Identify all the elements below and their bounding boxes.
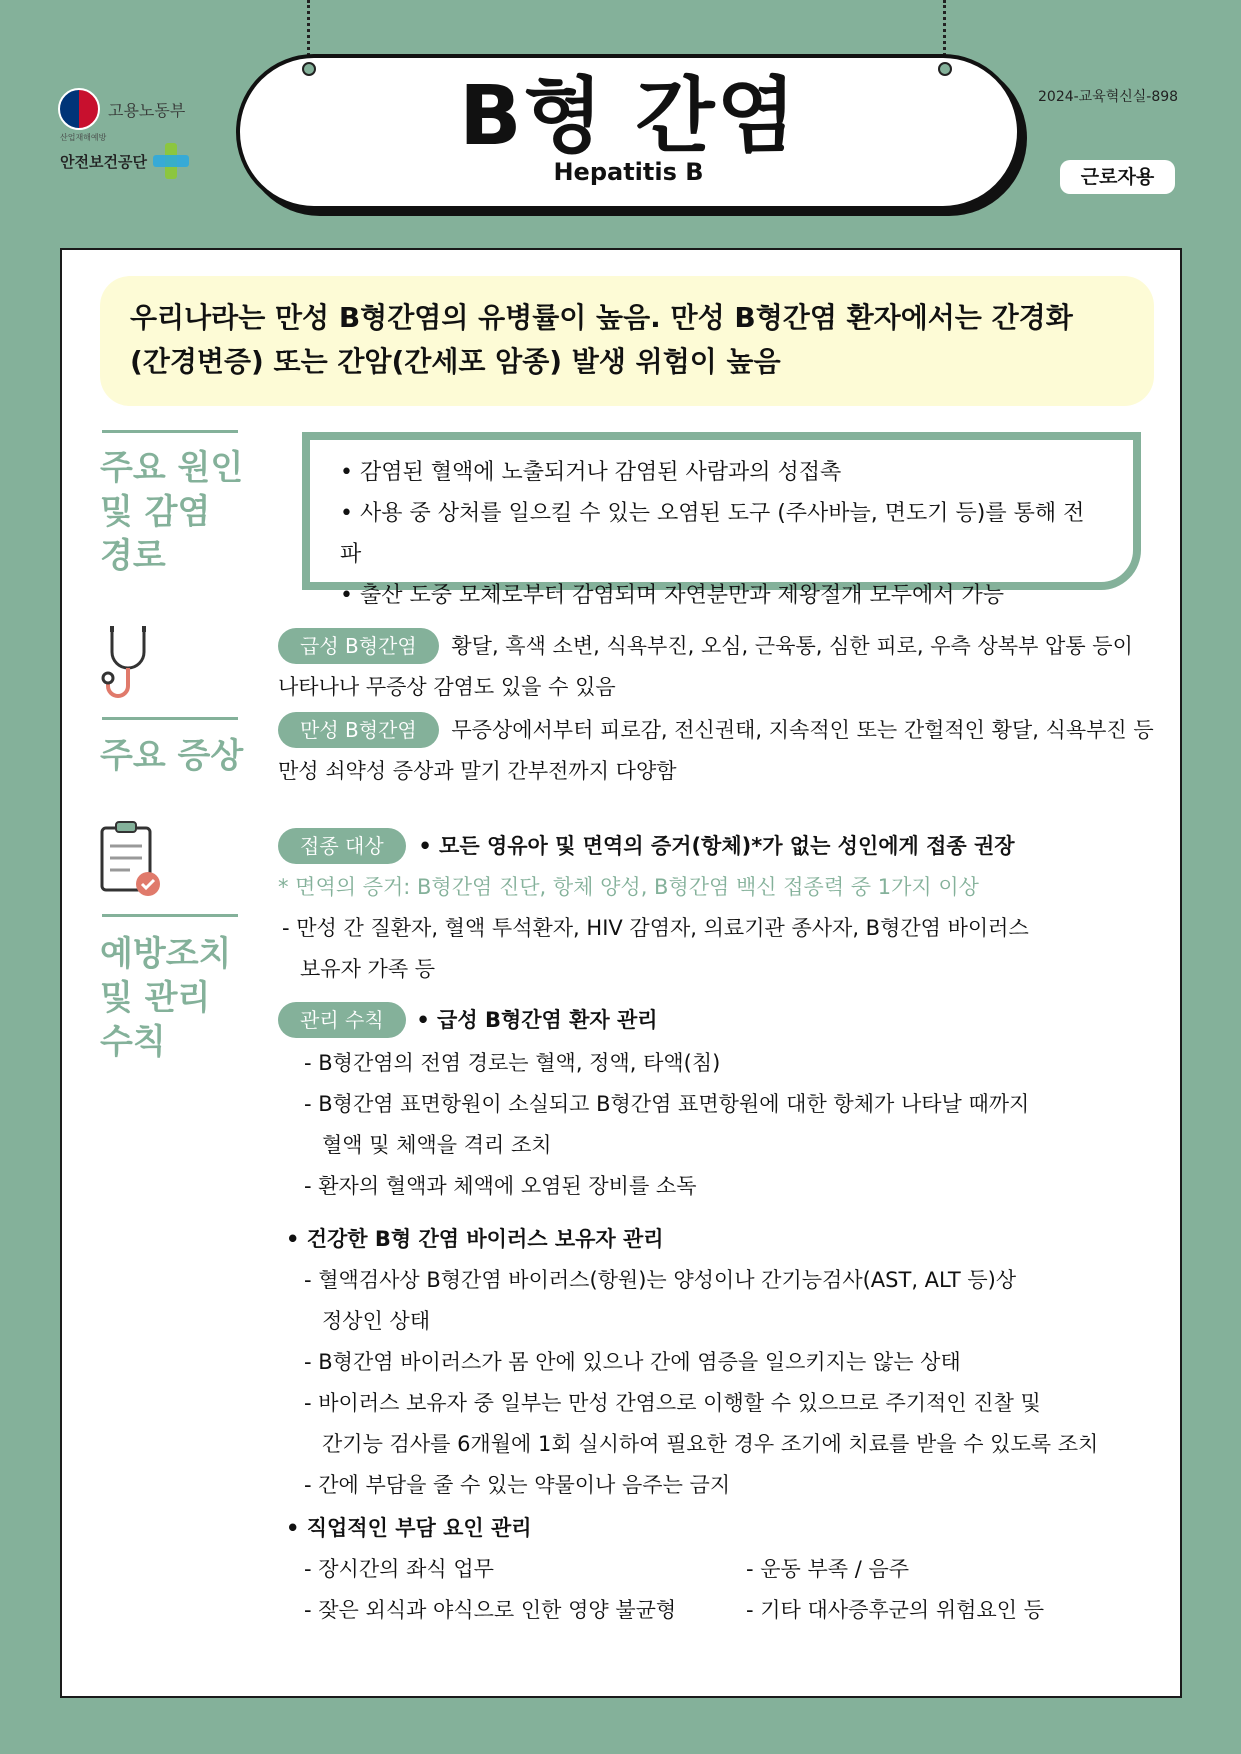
agency-logo — [60, 132, 189, 179]
management-tag: 관리 수칙 — [278, 1002, 406, 1038]
chronic-symptoms — [278, 710, 1178, 792]
intro-line-1: 우리나라는 만성 B형간염의 유병률이 높음. 만성 B형간염 환자에서는 간경화 — [130, 301, 1073, 334]
prevention-title: 예방조치 및 관리 수칙 — [100, 934, 232, 1062]
intro-line-2: (간경변증) 또는 간암(간세포 암종) 발생 위험이 높음 — [130, 345, 781, 378]
page-subtitle: Hepatitis B — [553, 158, 704, 186]
symptoms-title: 주요 증상 — [100, 736, 244, 776]
audience-badge: 근로자용 — [1060, 160, 1175, 194]
taegeuk-emblem-icon — [58, 88, 100, 130]
ministry-logo — [58, 88, 185, 130]
list-item: - 혈액검사상 B형간염 바이러스(항원)는 양성이나 간기능검사(AST, ALT 등)상 — [304, 1268, 1017, 1292]
causes-rule — [102, 430, 238, 433]
chronic-tag: 만성 B형간염 — [278, 712, 439, 748]
acute-tag: 급성 B형간염 — [278, 628, 439, 664]
vaccine-main: • 모든 영유아 및 면역의 증거(항체)*가 없는 성인에게 접종 권장 — [418, 834, 1015, 858]
acute-mgmt-list — [304, 1043, 1168, 1207]
peg-overlay-left — [302, 62, 316, 76]
chronic-line-2: 만성 쇠약성 증상과 말기 간부전까지 다양함 — [278, 759, 677, 783]
acute-mgmt-heading: • 급성 B형간염 환자 관리 — [416, 1008, 658, 1032]
clipboard-check-icon — [98, 820, 168, 900]
list-item: - 간에 부담을 줄 수 있는 약물이나 음주는 금지 — [304, 1473, 731, 1497]
list-item: 혈액 및 체액을 격리 조치 — [322, 1133, 552, 1157]
intro-summary — [100, 276, 1154, 406]
peg-overlay-right — [938, 62, 952, 76]
page-title: B형 간염 — [459, 69, 798, 164]
causes-title: 주요 원인 및 감염 경로 — [100, 448, 244, 576]
vaccine-extra-2: 보유자 가족 등 — [300, 957, 436, 981]
ministry-name: 고용노동부 — [108, 100, 186, 120]
vaccine-note: * 면역의 증거: B형간염 진단, 항체 양성, B형간염 백신 접종력 중 1가지 이상 — [278, 875, 979, 899]
chronic-line-1: 무증상에서부터 피로감, 전신권태, 지속적인 또는 간헐적인 황달, 식욕부진 등 — [451, 718, 1154, 742]
acute-line-2: 나타나나 무증상 감염도 있을 수 있음 — [278, 675, 616, 699]
list-item: 간기능 검사를 6개월에 1회 실시하여 필요한 경우 조기에 치료를 받을 수 있도록 조치 — [322, 1432, 1099, 1456]
cause-item: • 출산 도중 모체로부터 감염되며 자연분만과 제왕절개 모두에서 가능 — [340, 583, 1004, 608]
list-item: 정상인 상태 — [322, 1309, 431, 1333]
agency-small-text: 산업재해예방 — [60, 133, 107, 142]
cause-item: • 사용 중 상처를 일으킬 수 있는 오염된 도구 (주사바늘, 면도기 등)를 통해 전파 — [340, 501, 1085, 567]
agency-name: 안전보건공단 — [60, 152, 147, 171]
job-mgmt-heading: • 직업적인 부담 요인 관리 — [286, 1516, 532, 1540]
acute-line-1: 황달, 흑색 소변, 식욕부진, 오심, 근육통, 심한 피로, 우측 상복부 압통 등이 — [451, 634, 1133, 658]
vaccine-tag: 접종 대상 — [278, 828, 406, 864]
document-code: 2024-교육혁신실-898 — [1038, 89, 1179, 105]
symptoms-rule — [102, 717, 238, 720]
list-item: - B형간염 표면항원이 소실되고 B형간염 표면항원에 대한 항체가 나타날 때까지 — [304, 1092, 1030, 1116]
list-item: - 장시간의 좌식 업무 — [304, 1557, 494, 1581]
hanging-string-left — [307, 0, 310, 62]
acute-symptoms — [278, 626, 1158, 708]
list-item: - 환자의 혈액과 체액에 오염된 장비를 소독 — [304, 1174, 697, 1198]
list-item: - B형간염 바이러스가 몸 안에 있으나 간에 염증을 일으키지는 않는 상태 — [304, 1350, 961, 1374]
carrier-mgmt-heading: • 건강한 B형 간염 바이러스 보유자 관리 — [286, 1227, 664, 1251]
list-item: - 운동 부족 / 음주 — [746, 1557, 910, 1581]
list-item: - 잦은 외식과 야식으로 인한 영양 불균형 — [304, 1598, 677, 1622]
hanging-string-right — [943, 0, 946, 62]
agency-cross-icon — [153, 143, 189, 179]
list-item: - 바이러스 보유자 중 일부는 만성 간염으로 이행할 수 있으므로 주기적인 진찰 및 — [304, 1391, 1041, 1415]
causes-box — [302, 432, 1141, 608]
cause-item: • 감염된 혈액에 노출되거나 감염된 사람과의 성접촉 — [340, 460, 842, 485]
management-block — [278, 1000, 1168, 1631]
job-mgmt-list — [304, 1549, 1168, 1631]
list-item: - B형간염의 전염 경로는 혈액, 정액, 타액(침) — [304, 1051, 721, 1075]
prevention-rule — [102, 914, 238, 917]
title-plate — [236, 54, 1021, 210]
carrier-mgmt-list — [304, 1260, 1168, 1506]
vaccine-extra-1: - 만성 간 질환자, 혈액 투석환자, HIV 감염자, 의료기관 종사자, B형간염 바이러스 — [282, 916, 1029, 940]
list-item: - 기타 대사증후군의 위험요인 등 — [746, 1598, 1044, 1622]
vaccination-block — [278, 826, 1168, 990]
stethoscope-icon — [100, 626, 170, 706]
